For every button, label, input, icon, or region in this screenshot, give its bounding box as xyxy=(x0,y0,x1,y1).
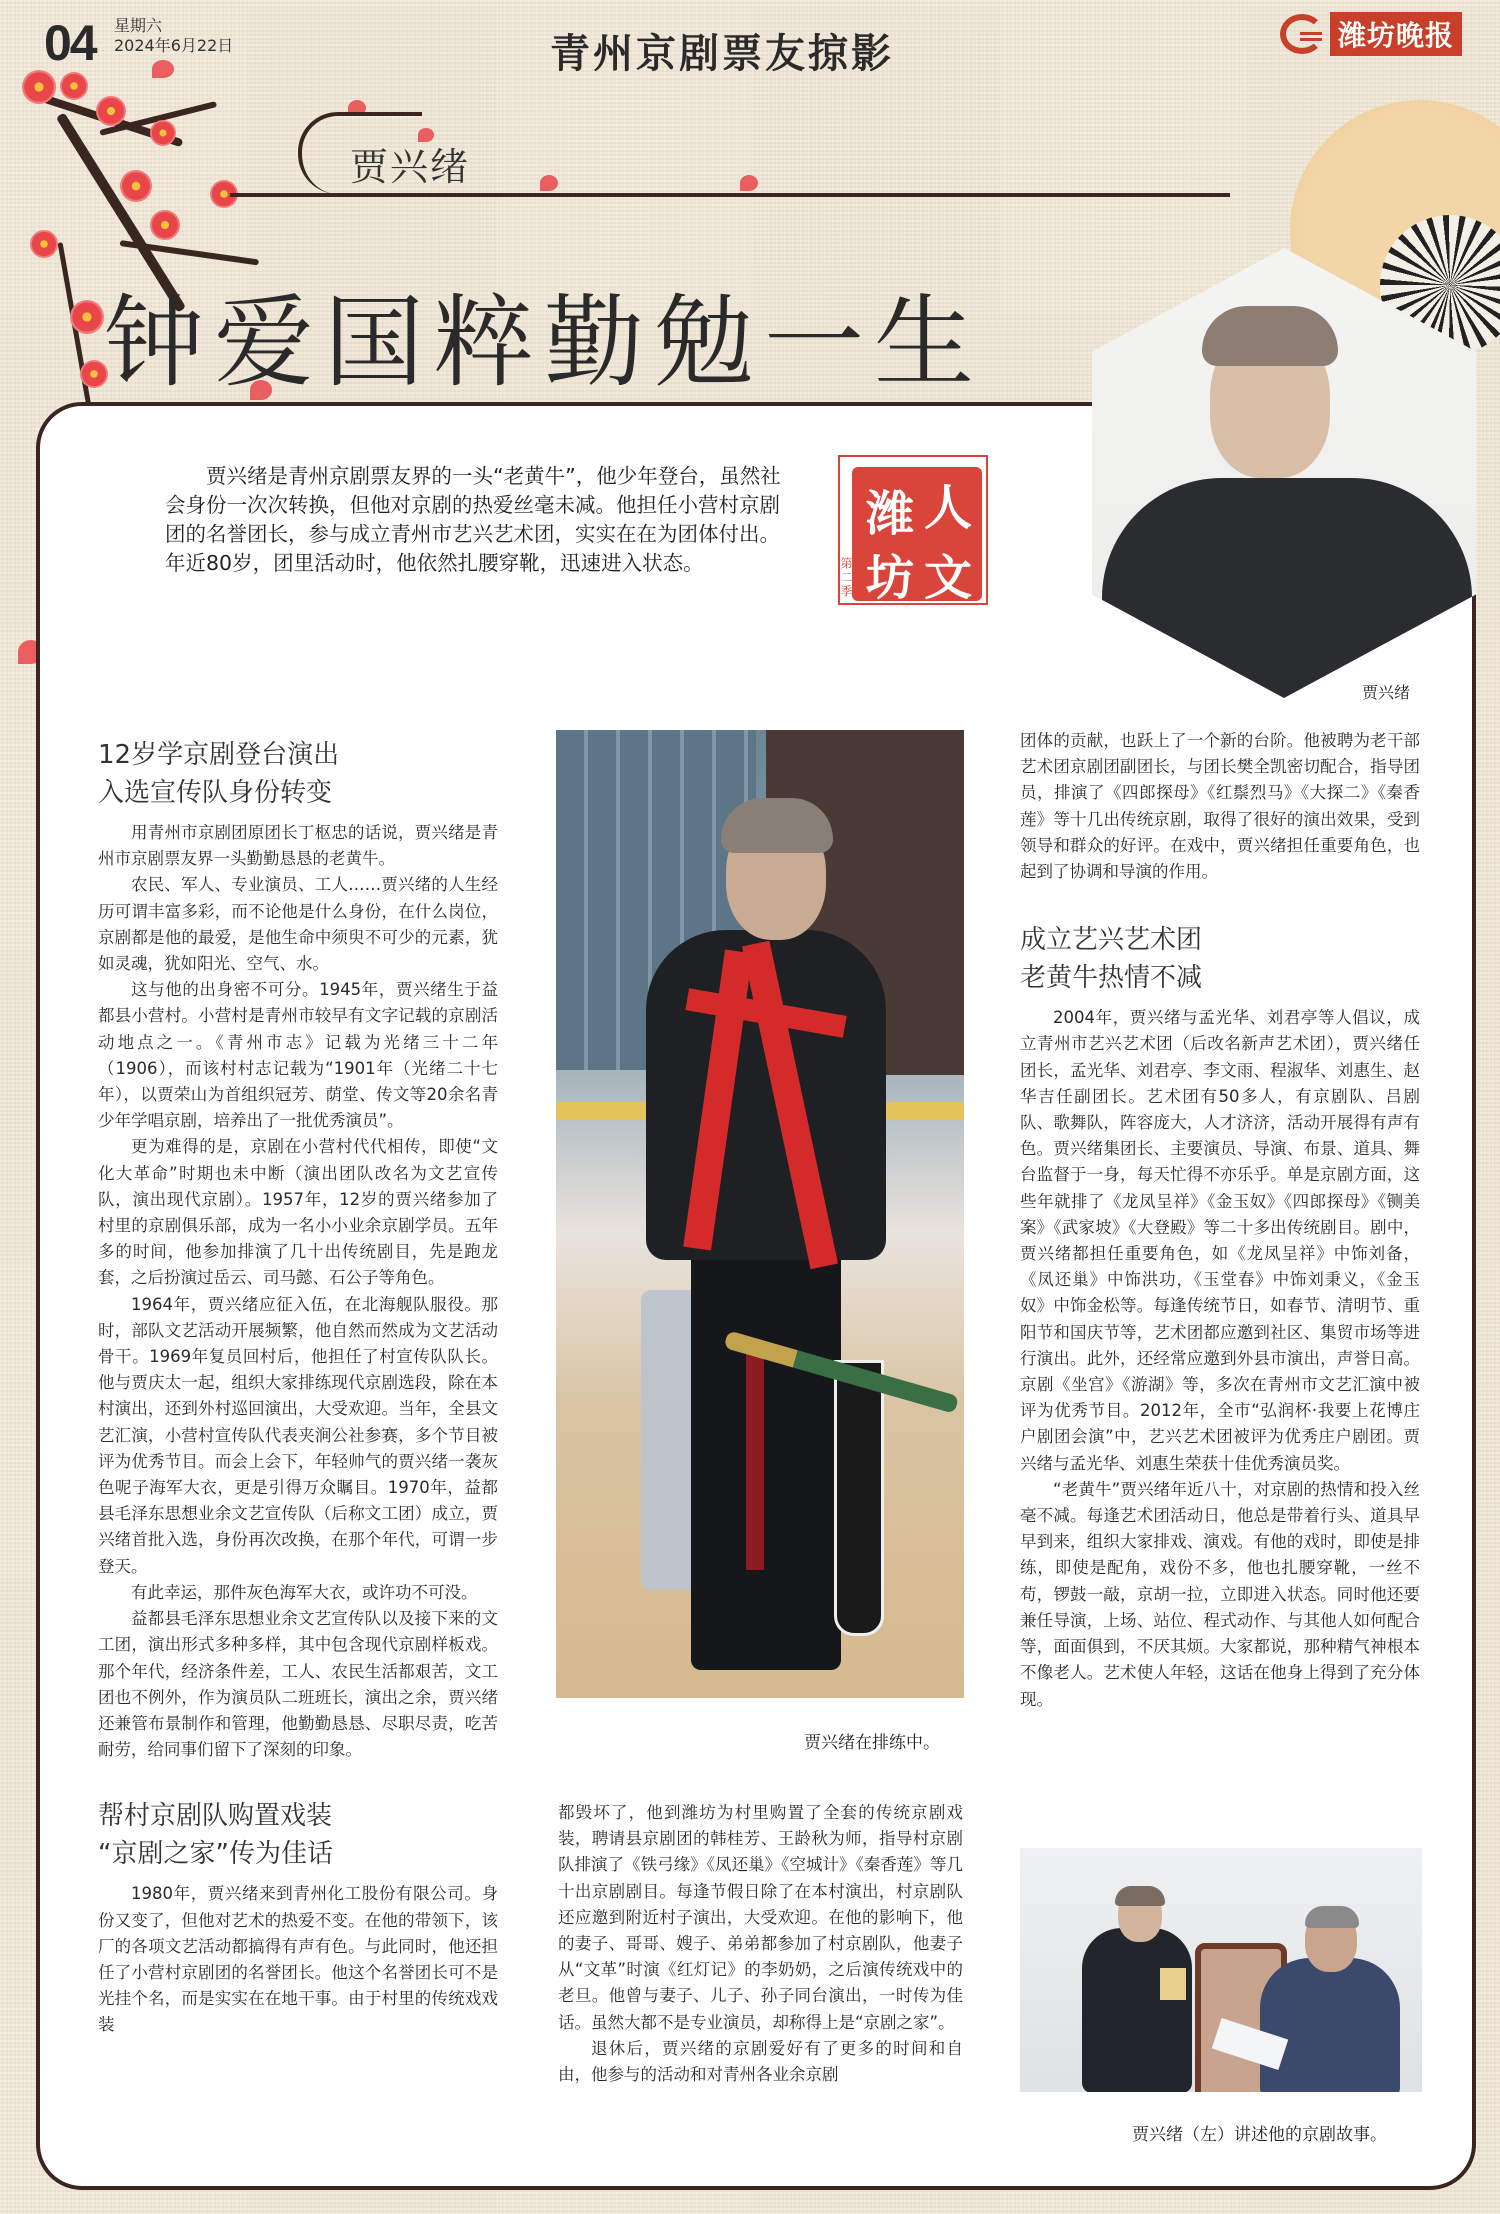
article-column-3 xyxy=(1020,728,1420,1713)
subhead-line: “京剧之家”传为佳话 xyxy=(98,1839,333,1870)
paragraph: 益都县毛泽东思想业余文艺宣传队以及接下来的文工团，演出形式多种多样，其中包含现代京剧样板戏。那个年代，经济条件差，工人、农民生活都艰苦，文工团也不例外，作为演员队二班班长，演出之余，贾兴绪还兼管布景制作和管理，他勤勤恳恳、尽职尽责，吃苦耐劳，给同事们留下了深刻的印象。 xyxy=(98,1609,498,1760)
subhead xyxy=(98,1797,498,1873)
page-number: 04 xyxy=(44,15,96,71)
paragraph: 团体的贡献，也跃上了一个新的台阶。他被聘为老干部艺术团京剧团副团长，与团长樊全凯密切配合，指导团员，排演了《四郎探母》《红鬃烈马》《大探二》《秦香莲》等十几出传统京剧，取得了很好的演出效果，受到领导和群众的好评。在戏中，贾兴绪担任重要角色，也起到了协调和导演的作用。 xyxy=(1020,731,1420,882)
subhead-line: 帮村京剧队购置戏装 xyxy=(98,1801,333,1832)
rehearsal-photo xyxy=(556,730,964,1698)
paragraph: 有此幸运，那件灰色海军大衣，或许功不可没。 xyxy=(131,1582,478,1602)
subhead-line: 老黄牛热情不减 xyxy=(1020,963,1203,994)
section-title: 青州京剧票友掠影 xyxy=(550,31,894,77)
paragraph: 1964年，贾兴绪应征入伍，在北海舰队服役。那时，部队文艺活动开展频繁，他自然而然成为文艺活动骨干。1969年复员回村后，他担任了村宣传队队长。他与贾庆太一起，组织大家排练现代京剧选段，除在本村演出，还到外村巡回演出，大受欢迎。当年，全县文艺汇演，小营村宣传队代表夹涧公社参赛，多个节目被评为优秀节目。而会上会下，年轻帅气的贾兴绪一袭灰色呢子海军大衣，更是引得万众瞩目。1970年，益都县毛泽东思想业余文艺宣传队（后称文工团）成立，贾兴绪首批入选，身份再次改换，在那个年代，可谓一步登天。 xyxy=(98,1294,498,1576)
newspaper-name: 潍坊晚报 xyxy=(1330,12,1462,56)
paragraph: “老黄牛”贾兴绪年近八十，对京剧的热情和投入丝毫不减。每逢艺术团活动日，他总是带着行头、道具早早到来，组织大家排戏、演戏。有他的戏时，即使是排练，即使是配角，戏份不多，他也扎腰穿靴，一丝不苟，锣鼓一敲，京胡一拉，立即进入状态。同时他还要兼任导演，上场、站位、程式动作、与其他人如何配合等，面面俱到，不厌其烦。大家都说，那种精气神根本不像老人。艺术使人年轻，这话在他身上得到了充分体现。 xyxy=(1020,1479,1420,1709)
paragraph: 农民、军人、专业演员、工人……贾兴绪的人生经历可谓丰富多彩，而不论他是什么身份，在什么岗位，京剧都是他的最爱，是他生命中须臾不可少的元素，犹如灵魂，犹如阳光、空气、水。 xyxy=(98,875,498,974)
headline: 钟爱国粹勤勉一生 xyxy=(104,284,984,401)
seal-char: 人 xyxy=(924,480,973,536)
date: 2024年6月22日 xyxy=(114,36,234,55)
issue-date xyxy=(114,16,233,56)
newspaper-logo xyxy=(1280,12,1462,56)
subhead-line: 12岁学京剧登台演出 xyxy=(98,740,340,770)
photo-caption: 贾兴绪（左）讲述他的京剧故事。 xyxy=(1132,2125,1387,2145)
weifang-evening-news-logo-icon xyxy=(1280,14,1324,54)
seal-season: 第二季 xyxy=(839,557,853,599)
paragraph: 更为难得的是，京剧在小营村代代相传，即使“文化大革命”时期也未中断（演出团队改名为文艺宣传队，演出现代京剧）。1957年，12岁的贾兴绪参加了村里的京剧俱乐部，成为一名小小业余京剧学员。五年多的时间，他参加排演了几十出传统剧目，先是跑龙套，之后扮演过岳云、司马懿、石公子等角色。 xyxy=(98,1137,498,1288)
subhead xyxy=(98,736,498,812)
paragraph: 用青州市京剧团原团长丁枢忠的话说，贾兴绪是青州市京剧票友界一头勤勤恳恳的老黄牛。 xyxy=(98,823,498,869)
portrait-caption: 贾兴绪 xyxy=(1362,683,1411,702)
subhead-line: 成立艺兴艺术团 xyxy=(1020,925,1203,956)
seal-char: 坊 xyxy=(866,550,915,606)
paragraph: 1980年，贾兴绪来到青州化工股份有限公司。身份又变了，但他对艺术的热爱不变。在他的带领下，该厂的各项文艺活动都搞得有声有色。与此同时，他还担任了小营村京剧团的名誉团长。他这个名誉团长可不是光挂个名，而是实实在在地干事。由于村里的传统戏戏装 xyxy=(98,1884,498,2035)
seal-char: 潍 xyxy=(866,486,915,542)
subhead xyxy=(1020,921,1420,997)
subhead-line: 入选宣传队身份转变 xyxy=(98,778,333,808)
divider xyxy=(230,193,1230,197)
lede-paragraph: 贾兴绪是青州京剧票友界的一头“老黄牛”，他少年登台，虽然社会身份一次次转换，但他对京剧的热爱丝毫未减。他担任小营村京剧团的名誉团长，参与成立青州市艺兴艺术团，实实在在为团体付出。年近80岁，团里活动时，他依然扎腰穿靴，迅速进入状态。 xyxy=(165,464,781,575)
photo-caption: 贾兴绪在排练中。 xyxy=(804,1733,940,1753)
name-tag: 贾兴绪 xyxy=(350,145,471,189)
seal-char: 文 xyxy=(924,550,973,606)
paragraph: 退休后，贾兴绪的京剧爱好有了更多的时间和自由，他参与的活动和对青州各业余京剧 xyxy=(558,2038,963,2085)
weifang-renwen-seal xyxy=(838,455,988,605)
paragraph: 这与他的出身密不可分。1945年，贾兴绪生于益都县小营村。小营村是青州市较早有文字记载的京剧活动地点之一。《青州市志》记载为光绪三十二年（1906），而该村村志记载为“1901年（光绪二十七年），以贾荣山为首组织冠芳、荫堂、传文等20余名青少年学唱京剧，培养出了一批优秀演员”。 xyxy=(98,980,498,1131)
article-column-1 xyxy=(98,736,498,2039)
weekday: 星期六 xyxy=(114,16,163,35)
paragraph: 2004年，贾兴绪与孟光华、刘君亭等人倡议，成立青州市艺兴艺术团（后改名新声艺术团），贾兴绪任团长，孟光华、刘君亭、李文雨、程淑华、刘惠生、赵华吉任副团长。艺术团有50多人，有京剧队、吕剧队、歌舞队，阵容庞大，人才济济，活动开展得有声有色。贾兴绪集团长、主要演员、导演、布景、道具、舞台监督于一身，每天忙得不亦乐乎。单是京剧方面，这些年就排了《龙凤呈祥》《金玉奴》《四郎探母》《铡美案》《武家坡》《大登殿》等二十多出传统剧目。剧中，贾兴绪都担任重要角色，如《龙凤呈祥》中饰刘备，《凤还巢》中饰洪功，《玉堂春》中饰刘秉义，《金玉奴》中饰金松等。每逢传统节日，如春节、清明节、重阳节和国庆节等，艺术团都应邀到社区、集贸市场等进行演出。此外，还经常应邀到外县市演出，声誉日高。京剧《坐宫》《游湖》等，多次在青州市文艺汇演中被评为优秀节目。2012年，全市“弘润杯·我要上花博庄户剧团会演”中，艺兴艺术团被评为优秀庄户剧团。贾兴绪与孟光华、刘惠生荣获十佳优秀演员奖。 xyxy=(1020,1008,1420,1473)
interview-photo xyxy=(1020,1848,1422,2092)
article-column-2 xyxy=(558,1800,963,2088)
paragraph: 都毁坏了，他到潍坊为村里购置了全套的传统京剧戏装，聘请县京剧团的韩桂芳、王龄秋为师，指导村京剧队排演了《铁弓缘》《凤还巢》《空城计》《秦香莲》等几十出京剧剧目。每逢节假日除了在本村演出，村京剧队还应邀到附近村子演出，大受欢迎。在他的影响下，他的妻子、哥哥、嫂子、弟弟都参加了村京剧队，他妻子从“文革”时演《红灯记》的李奶奶，之后演传统戏中的老旦。他曾与妻子、儿子、孙子同台演出，一时传为佳话。虽然大都不是专业演员，却称得上是“京剧之家”。 xyxy=(558,1803,963,2032)
